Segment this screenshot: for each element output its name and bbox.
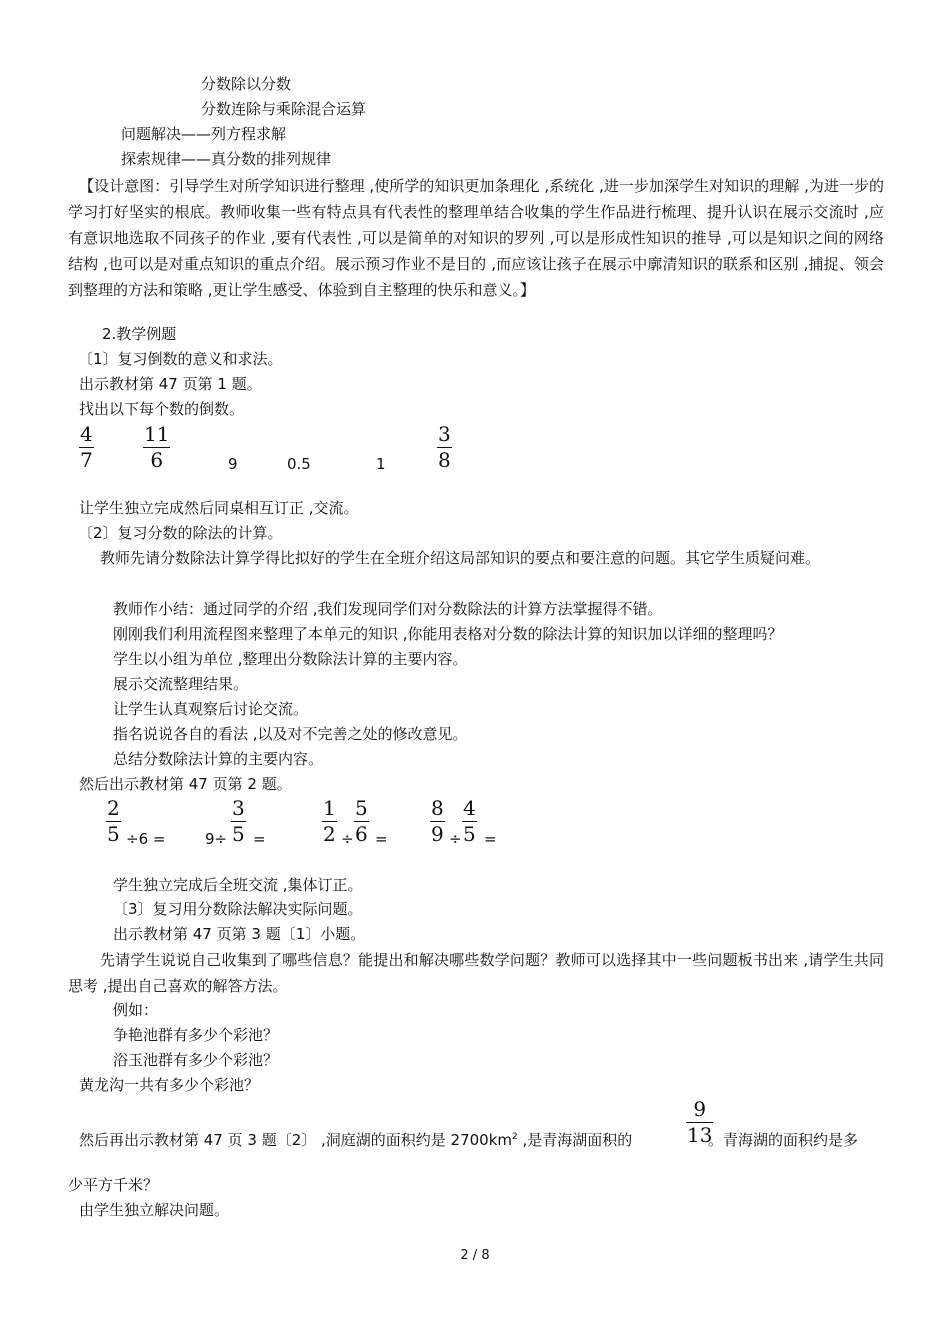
fraction-denominator: 6 [355, 822, 368, 846]
exercise-1-operator: ÷6 = [126, 830, 166, 848]
part1-title: 〔1〕复习倒数的意义和求法。 [78, 350, 283, 368]
reciprocal-number-3: 1 [376, 455, 386, 473]
part2-line-5: 让学生认真观察后讨论交流。 [113, 700, 309, 718]
fraction-denominator: 5 [232, 822, 245, 846]
exercise-4-fraction-b [462, 798, 477, 844]
part3-title: 〔3〕复习用分数除法解决实际问题。 [113, 900, 363, 918]
problem-text-d: 少平方千米？ [68, 1176, 159, 1194]
design-intent-paragraph: 【设计意图：引导学生对所学知识进行整理 ,使所学的知识更加条理化 ,系统化 ,进一步加深学生对知识的理解 ,为进一步的学习打好坚实的根底。教师收集一些有特点具有代表性的整理单结合收集的学生作品进行梳理、提升认识在展示交流时 ,应有意识地选取不同孩子的作业 ,要有代表性 ,可以是简单的对知识的罗列 ,可以是形成性知识的推导 ,可以是知识之间的网络结构 ,也可以是对重点知识的重点介绍。展示预习作业不是目的 ,而应该让孩子在展示中廓清知识的联系和区别 ,捕捉、领会到整理的方法和策略 ,更让学生感受、体验到自主整理的快乐和意义。】 [68, 177, 884, 299]
exercise-3-fraction-a [322, 798, 337, 844]
fraction-numerator: 8 [431, 796, 444, 820]
exercise-4-fraction-a [430, 798, 445, 844]
exercise-4-divide: ÷ [449, 830, 462, 848]
outline-line-1: 分数除以分数 [201, 75, 292, 93]
part3-question-2: 浴玉池群有多少个彩池？ [113, 1051, 279, 1069]
fraction-numerator: 3 [438, 422, 451, 446]
reciprocal-number-1: 9 [228, 455, 238, 473]
exercise-3-divide: ÷ [341, 830, 354, 848]
part1-task: 找出以下每个数的倒数。 [79, 400, 245, 418]
part2-line-2: 刚刚我们利用流程图来整理了本单元的知识 ,你能用表格对分数的除法计算的知识加以详细的整理吗？ [113, 625, 783, 643]
part2-line-7: 总结分数除法计算的主要内容。 [113, 750, 324, 768]
problem-text-c: 。青海湖的面积约是多 [708, 1131, 859, 1149]
exercise-3-equals: = [375, 830, 388, 848]
part3-problem-line [79, 1133, 632, 1148]
reciprocal-fraction-1 [79, 424, 94, 470]
fraction-numerator: 9 [693, 1097, 707, 1121]
part2-line-4: 展示交流整理结果。 [113, 675, 249, 693]
fraction-denominator: 7 [80, 448, 93, 472]
exercise-2-prefix: 9÷ [205, 830, 228, 848]
page-number: 2 / 8 [460, 1248, 490, 1263]
fraction-numerator: 3 [232, 796, 245, 820]
exercise-1-fraction [106, 798, 121, 844]
superscript-2: 2 [512, 1132, 518, 1142]
fraction-numerator: 1 [323, 796, 336, 820]
problem-text-b: ,是青海湖面积的 [517, 1131, 633, 1149]
outline-line-4: 探索规律——真分数的排列规律 [121, 150, 332, 168]
fraction-numerator: 11 [144, 422, 170, 446]
fraction-denominator: 8 [438, 448, 451, 472]
part3-last: 由学生独立解决问题。 [79, 1201, 230, 1219]
fraction-numerator: 4 [463, 796, 476, 820]
fraction-numerator: 2 [107, 796, 120, 820]
part3-show: 出示教材第 47 页第 3 题〔1〕小题。 [113, 925, 366, 943]
outline-line-3: 问题解决——列方程求解 [121, 125, 287, 143]
fraction-denominator: 13 [687, 1123, 713, 1147]
part1-after: 让学生独立完成然后同桌相互订正 ,交流。 [79, 499, 359, 517]
part2-title: 〔2〕复习分数的除法的计算。 [78, 524, 283, 542]
part2-show: 然后出示教材第 47 页第 2 题。 [79, 775, 292, 793]
exercise-4-equals: = [484, 830, 497, 848]
fraction-denominator: 6 [150, 448, 164, 472]
fraction-numerator: 5 [355, 796, 368, 820]
fraction-denominator: 5 [107, 822, 120, 846]
exercise-2-fraction [231, 798, 246, 844]
part2-after: 学生独立完成后全班交流 ,集体订正。 [113, 876, 363, 894]
part2-paragraph: 教师先请分数除法计算学得比拟好的学生在全班介绍这局部知识的要点和要注意的问题。其它学生质疑问难。 [100, 549, 821, 567]
reciprocal-fraction-3 [437, 424, 452, 470]
part3-question-3: 黄龙沟一共有多少个彩池？ [79, 1076, 260, 1094]
fraction-numerator: 4 [80, 422, 93, 446]
fraction-denominator: 2 [323, 822, 336, 846]
fraction-denominator: 9 [431, 822, 444, 846]
exercise-3-fraction-b [354, 798, 369, 844]
part3-paragraph: 先请学生说说自己收集到了哪些信息？能提出和解决哪些数学问题？教师可以选择其中一些问题板书出来 ,请学生共同思考 ,提出自己喜欢的解答方法。 [68, 951, 884, 995]
section-title: 2.教学例题 [102, 325, 177, 343]
reciprocal-number-2: 0.5 [287, 455, 311, 473]
part2-line-6: 指名说说各自的看法 ,以及对不完善之处的修改意见。 [113, 725, 468, 743]
problem-text-a: 然后再出示教材第 47 页 3 题〔2〕 ,洞庭湖的面积约是 2700km [79, 1131, 513, 1149]
fraction-denominator: 5 [463, 822, 476, 846]
exercise-2-equals: = [253, 830, 266, 848]
part1-show: 出示教材第 47 页第 1 题。 [79, 375, 262, 393]
part2-line-3: 学生以小组为单位 ,整理出分数除法计算的主要内容。 [113, 650, 468, 668]
part3-question-1: 争艳池群有多少个彩池？ [113, 1026, 279, 1044]
part3-example-label: 例如： [113, 1001, 159, 1019]
outline-line-2: 分数连除与乘除混合运算 [201, 100, 367, 118]
part2-line-1: 教师作小结：通过同学的介绍 ,我们发现同学们对分数除法的计算方法掌握得不错。 [113, 600, 663, 618]
reciprocal-fraction-2 [143, 424, 170, 470]
